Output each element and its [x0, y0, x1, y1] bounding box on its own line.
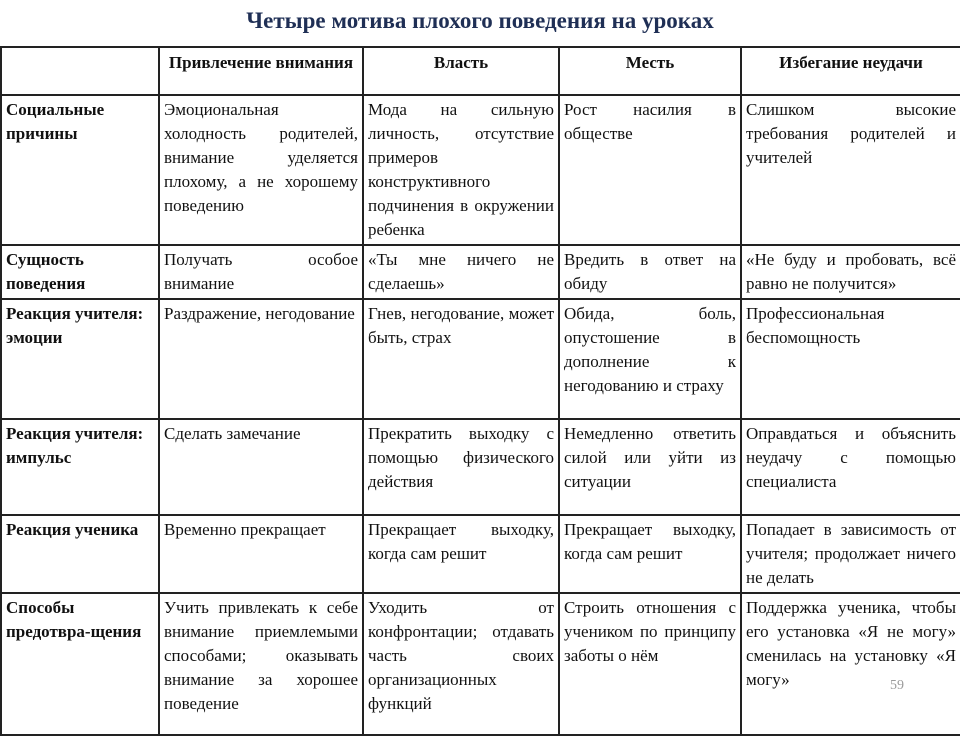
table-cell: Уходить от конфронтации; отдавать часть своих организационных функций [363, 593, 559, 735]
table-row [1, 419, 960, 515]
header-avoidance: Избегание неудачи [741, 47, 960, 95]
row-header: Способы предотвра-щения [1, 593, 159, 735]
table-cell: Рост насилия в обществе [559, 95, 741, 245]
table-cell: Учить привлекать к себе внимание приемлемыми способами; оказывать внимание за хорошее поведение [159, 593, 363, 735]
table-cell: Временно прекращает [159, 515, 363, 593]
table-cell: Немедленно ответить силой или уйти из ситуации [559, 419, 741, 515]
table-cell: Раздражение, негодование [159, 299, 363, 419]
row-header: Реакция учителя: импульс [1, 419, 159, 515]
header-attention: Привлечение внимания [159, 47, 363, 95]
table-cell: Гнев, негодование, может быть, страх [363, 299, 559, 419]
page-number: 59 [890, 678, 904, 693]
row-header: Социальные причины [1, 95, 159, 245]
motives-table [0, 46, 960, 736]
row-header: Реакция ученика [1, 515, 159, 593]
table-row [1, 593, 960, 735]
row-header: Сущность поведения [1, 245, 159, 299]
table-cell: Попадает в зависимость от учителя; продолжает ничего не делать [741, 515, 960, 593]
table-cell: Прекращает выходку, когда сам решит [559, 515, 741, 593]
table-cell: Получать особое внимание [159, 245, 363, 299]
table-cell: Профессиональная беспомощность [741, 299, 960, 419]
table-row [1, 245, 960, 299]
table-cell: «Не буду и пробовать, всё равно не получится» [741, 245, 960, 299]
table-cell: Эмоциональная холодность родителей, внимание уделяется плохому, а не хорошему поведению [159, 95, 363, 245]
table-cell: Строить отношения с учеником по принципу заботы о нём [559, 593, 741, 735]
header-revenge: Месть [559, 47, 741, 95]
table-cell: Поддержка ученика, чтобы его установка «Я не могу» сменилась на установку «Я могу» [741, 593, 960, 735]
header-row [1, 47, 960, 95]
table-cell: «Ты мне ничего не сделаешь» [363, 245, 559, 299]
table-row [1, 515, 960, 593]
table-row [1, 299, 960, 419]
row-header: Реакция учителя: эмоции [1, 299, 159, 419]
header-empty [1, 47, 159, 95]
table-cell: Слишком высокие требования родителей и учителей [741, 95, 960, 245]
page-title: Четыре мотива плохого поведения на уроках [246, 8, 714, 33]
table-cell: Сделать замечание [159, 419, 363, 515]
table-cell: Прекратить выходку с помощью физического действия [363, 419, 559, 515]
table-cell: Оправдаться и объяснить неудачу с помощью специалиста [741, 419, 960, 515]
table-cell: Обида, боль, опустошение в дополнение к негодованию и страху [559, 299, 741, 419]
table-row [1, 95, 960, 245]
table-cell: Вредить в ответ на обиду [559, 245, 741, 299]
table-cell: Прекращает выходку, когда сам решит [363, 515, 559, 593]
table-cell: Мода на сильную личность, отсутствие примеров конструктивного подчинения в окружении ребенка [363, 95, 559, 245]
header-power: Власть [363, 47, 559, 95]
